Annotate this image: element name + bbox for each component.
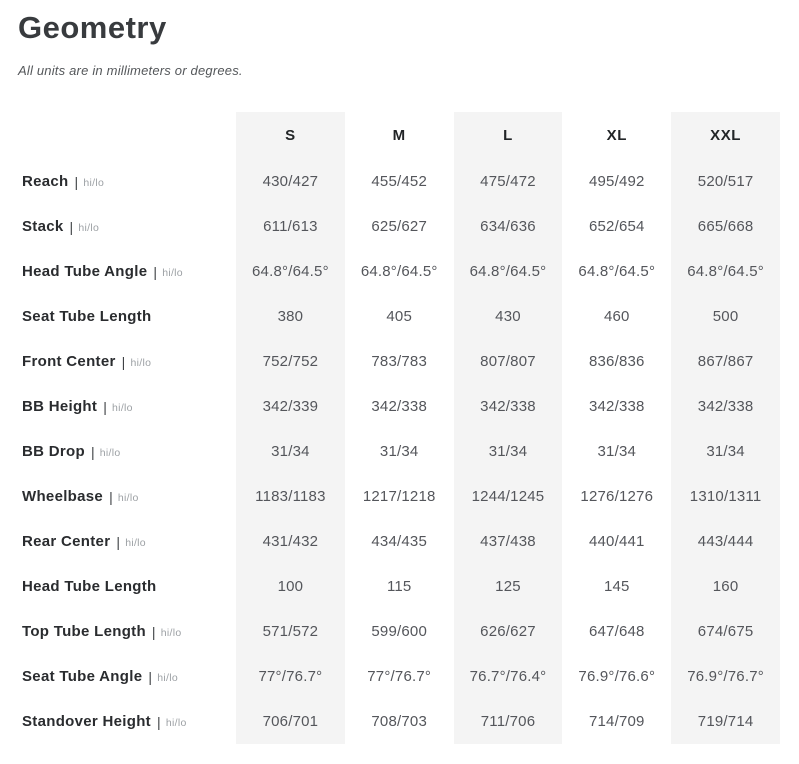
hilo-suffix: hi/lo	[83, 176, 105, 189]
row-label-text: Standover Height	[22, 713, 151, 730]
value-cell: 342/338	[345, 384, 454, 429]
hilo-separator: |	[121, 353, 126, 370]
value-cell: 342/338	[454, 384, 563, 429]
value-cell: 76.9°/76.7°	[671, 654, 780, 699]
value-cell: 625/627	[345, 204, 454, 249]
value-cell: 460	[562, 294, 671, 339]
hilo-suffix: hi/lo	[99, 446, 121, 459]
column-header-m: M	[345, 112, 454, 159]
hilo-suffix: hi/lo	[160, 626, 182, 639]
row-label-text: Head Tube Angle	[22, 263, 148, 280]
hilo-separator: |	[103, 398, 108, 415]
value-cell: 1310/1311	[671, 474, 780, 519]
value-cell: 752/752	[236, 339, 345, 384]
hilo-separator: |	[151, 623, 156, 640]
row-label	[20, 249, 236, 294]
value-cell: 783/783	[345, 339, 454, 384]
value-cell: 626/627	[454, 609, 563, 654]
value-cell: 125	[454, 564, 563, 609]
value-cell: 634/636	[454, 204, 563, 249]
value-cell: 431/432	[236, 519, 345, 564]
value-cell: 76.7°/76.4°	[454, 654, 563, 699]
value-cell: 455/452	[345, 159, 454, 204]
value-cell: 647/648	[562, 609, 671, 654]
value-cell: 714/709	[562, 699, 671, 744]
hilo-suffix: hi/lo	[78, 221, 100, 234]
hilo-separator: |	[109, 488, 113, 505]
value-cell: 31/34	[454, 429, 563, 474]
column-header-s: S	[236, 112, 345, 159]
hilo-separator: |	[69, 218, 74, 235]
hilo-separator: |	[156, 713, 161, 730]
value-cell: 611/613	[236, 204, 345, 249]
value-cell: 1183/1183	[236, 474, 345, 519]
value-cell: 500	[671, 294, 780, 339]
value-cell: 719/714	[671, 699, 780, 744]
value-cell: 807/807	[454, 339, 563, 384]
row-label	[20, 159, 236, 204]
value-cell: 706/701	[236, 699, 345, 744]
value-cell: 64.8°/64.5°	[236, 249, 345, 294]
value-cell: 145	[562, 564, 671, 609]
row-label-text: Head Tube Length	[22, 578, 157, 595]
value-cell: 77°/76.7°	[345, 654, 454, 699]
row-label-text: Top Tube Length	[22, 623, 146, 640]
value-cell: 380	[236, 294, 345, 339]
value-cell: 77°/76.7°	[236, 654, 345, 699]
row-label-text: Seat Tube Angle	[22, 668, 143, 685]
value-cell: 665/668	[671, 204, 780, 249]
table-corner-cell	[20, 112, 236, 159]
row-label-text: Rear Center	[22, 533, 111, 550]
row-label	[20, 204, 236, 249]
value-cell: 443/444	[671, 519, 780, 564]
row-label	[20, 339, 236, 384]
value-cell: 430/427	[236, 159, 345, 204]
value-cell: 76.9°/76.6°	[562, 654, 671, 699]
value-cell: 867/867	[671, 339, 780, 384]
hilo-suffix: hi/lo	[112, 401, 133, 414]
value-cell: 31/34	[236, 429, 345, 474]
value-cell: 342/338	[562, 384, 671, 429]
row-label	[20, 564, 236, 609]
value-cell: 652/654	[562, 204, 671, 249]
value-cell: 708/703	[345, 699, 454, 744]
row-label-text: BB Height	[22, 398, 98, 415]
hilo-suffix: hi/lo	[117, 491, 139, 504]
value-cell: 836/836	[562, 339, 671, 384]
value-cell: 434/435	[345, 519, 454, 564]
hilo-suffix: hi/lo	[125, 536, 146, 549]
row-label	[20, 699, 236, 744]
value-cell: 64.8°/64.5°	[345, 249, 454, 294]
row-label	[20, 609, 236, 654]
geometry-table	[20, 112, 780, 744]
column-header-l: L	[454, 112, 563, 159]
row-label	[20, 429, 236, 474]
row-label	[20, 519, 236, 564]
value-cell: 64.8°/64.5°	[454, 249, 563, 294]
hilo-suffix: hi/lo	[157, 671, 178, 684]
value-cell: 440/441	[562, 519, 671, 564]
value-cell: 1217/1218	[345, 474, 454, 519]
value-cell: 1244/1245	[454, 474, 563, 519]
row-label-text: Stack	[22, 218, 64, 235]
row-label	[20, 294, 236, 339]
page-title: Geometry	[18, 10, 167, 45]
row-label	[20, 654, 236, 699]
hilo-suffix: hi/lo	[130, 356, 152, 369]
value-cell: 31/34	[562, 429, 671, 474]
value-cell: 115	[345, 564, 454, 609]
value-cell: 342/338	[671, 384, 780, 429]
hilo-separator: |	[90, 443, 95, 460]
value-cell: 711/706	[454, 699, 563, 744]
page-subtitle: All units are in millimeters or degrees.	[18, 63, 243, 78]
row-label-text: BB Drop	[22, 443, 85, 460]
row-label-text: Reach	[22, 173, 69, 190]
row-label-text: Seat Tube Length	[22, 308, 152, 325]
row-label	[20, 474, 236, 519]
row-label-text: Wheelbase	[22, 488, 104, 505]
value-cell: 160	[671, 564, 780, 609]
column-header-xxl: XXL	[671, 112, 780, 159]
hilo-separator: |	[116, 533, 121, 550]
value-cell: 31/34	[345, 429, 454, 474]
value-cell: 437/438	[454, 519, 563, 564]
column-header-xl: XL	[562, 112, 671, 159]
value-cell: 430	[454, 294, 563, 339]
value-cell: 31/34	[671, 429, 780, 474]
row-label	[20, 384, 236, 429]
value-cell: 342/339	[236, 384, 345, 429]
value-cell: 64.8°/64.5°	[671, 249, 780, 294]
hilo-separator: |	[153, 263, 158, 280]
value-cell: 520/517	[671, 159, 780, 204]
hilo-separator: |	[148, 668, 153, 685]
row-label-text: Front Center	[22, 353, 116, 370]
value-cell: 100	[236, 564, 345, 609]
value-cell: 571/572	[236, 609, 345, 654]
hilo-separator: |	[74, 173, 79, 190]
hilo-suffix: hi/lo	[162, 266, 183, 279]
value-cell: 405	[345, 294, 454, 339]
value-cell: 599/600	[345, 609, 454, 654]
value-cell: 64.8°/64.5°	[562, 249, 671, 294]
value-cell: 1276/1276	[562, 474, 671, 519]
value-cell: 475/472	[454, 159, 563, 204]
value-cell: 674/675	[671, 609, 780, 654]
value-cell: 495/492	[562, 159, 671, 204]
hilo-suffix: hi/lo	[165, 716, 187, 729]
